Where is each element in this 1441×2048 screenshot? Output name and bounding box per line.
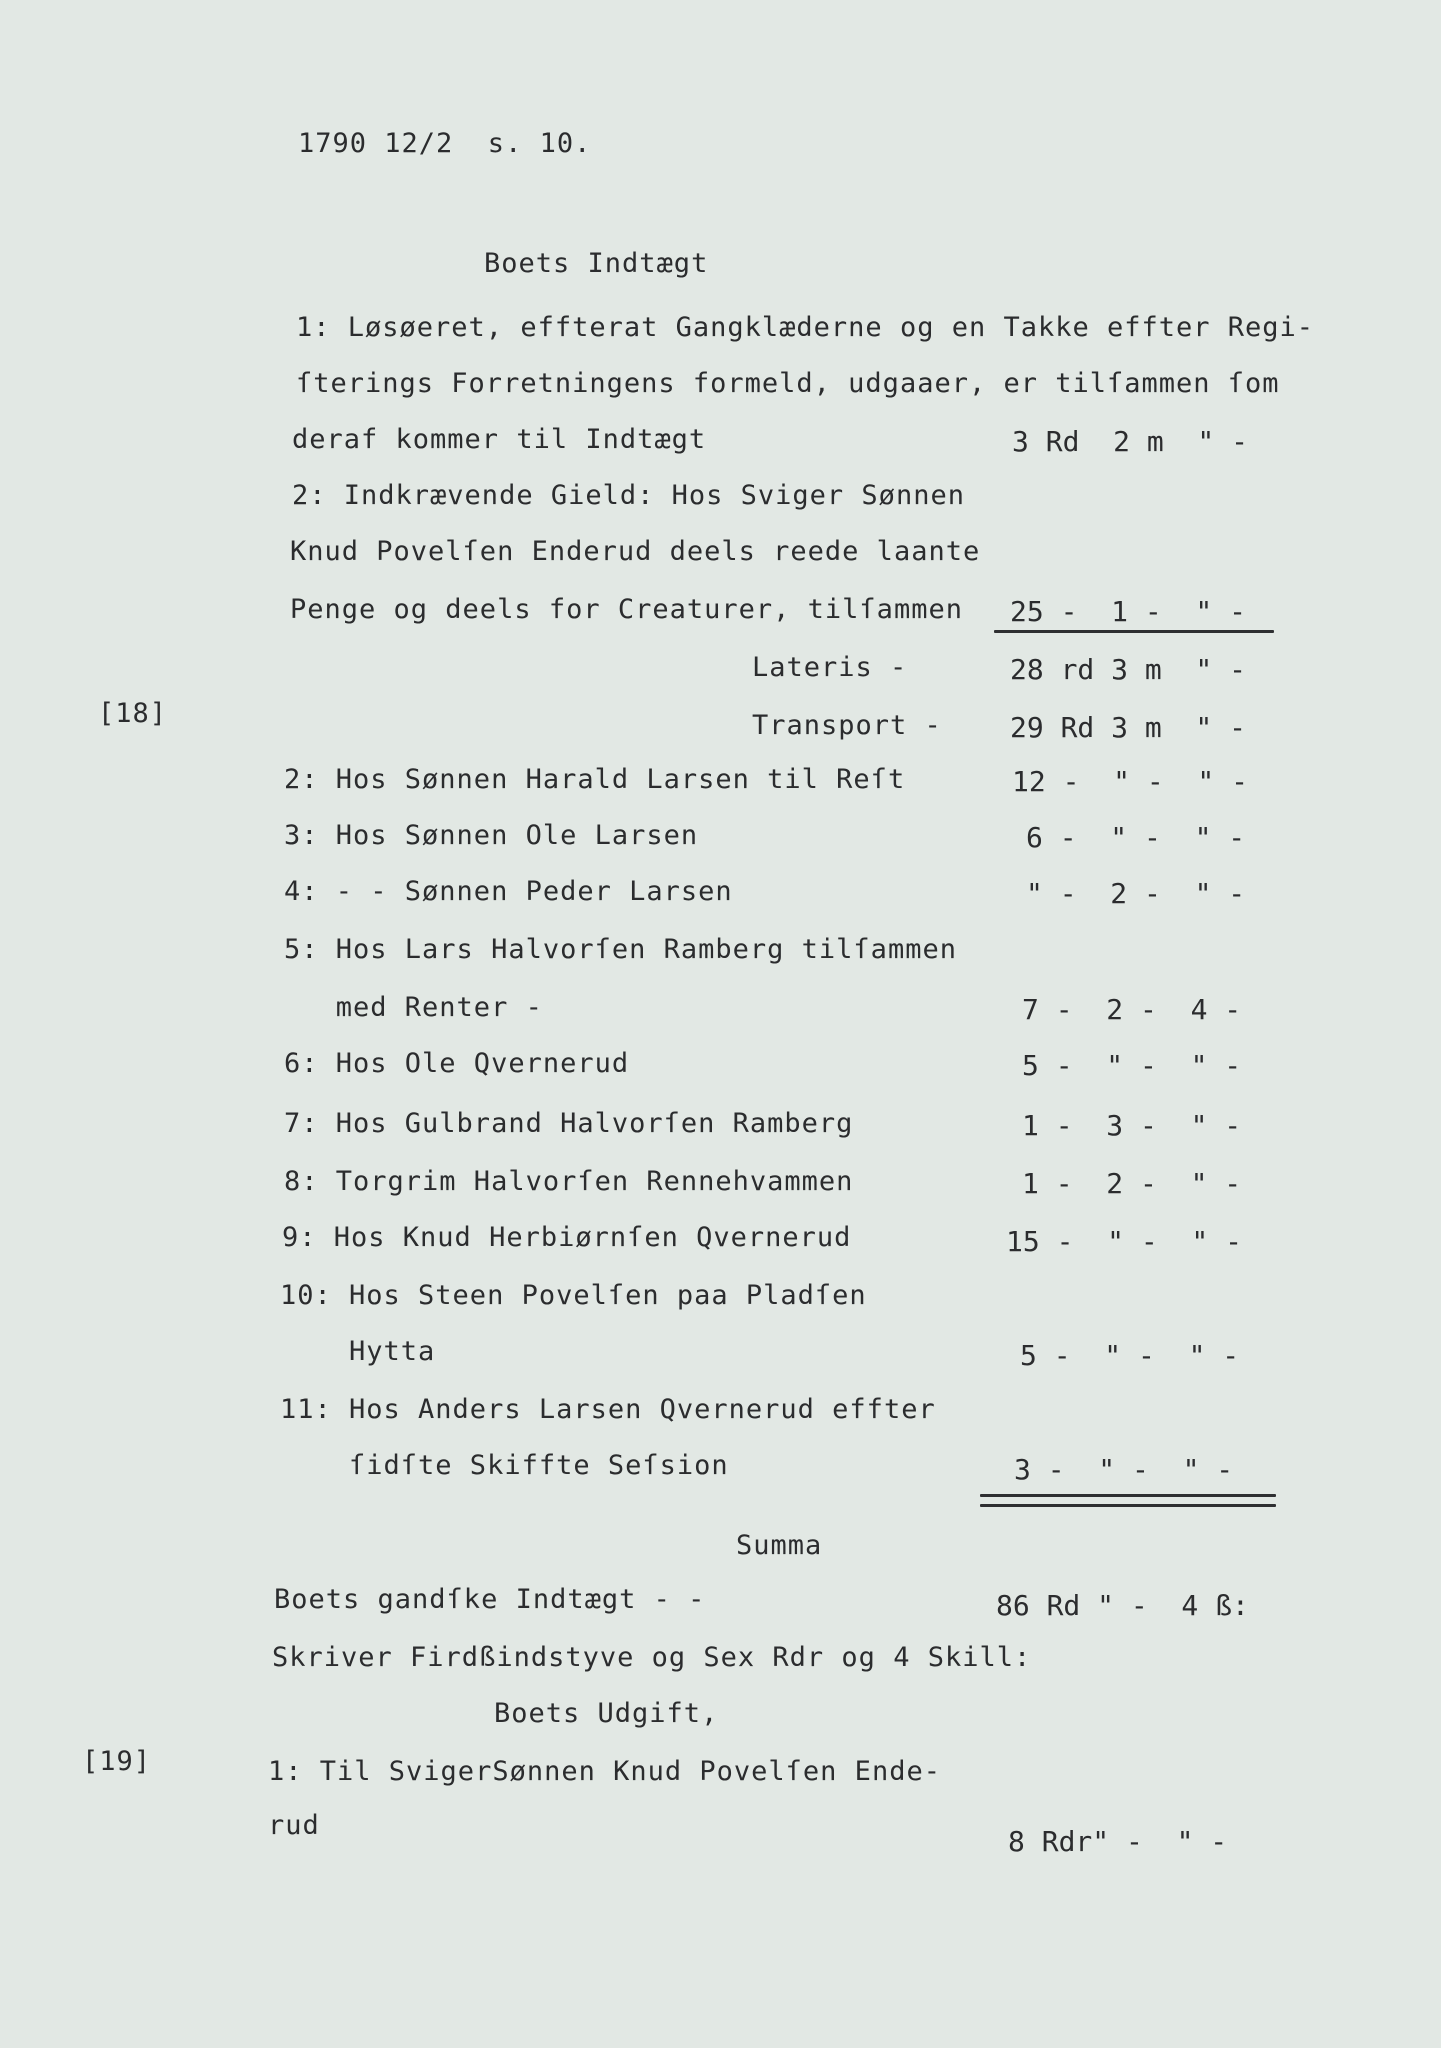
page-ref-19: [19] — [82, 1746, 152, 1777]
list-item-amount: 5 - " - " - — [1022, 1049, 1242, 1082]
lateris-label: Lateris - — [752, 652, 908, 683]
income-line-1: 1: Løsøeret, effterat Gangklæderne og en Takke effter Regi- — [296, 312, 1315, 343]
list-item: 10: Hos Steen Povelſen paa Pladſen — [280, 1280, 867, 1311]
expense-line-1: 1: Til SvigerSønnen Knud Povelſen Ende- — [268, 1756, 941, 1787]
list-item-amount: 7 - 2 - 4 - — [1022, 993, 1242, 1026]
list-item: Hytta — [280, 1336, 436, 1367]
list-item-amount: 1 - 3 - " - — [1022, 1109, 1242, 1142]
list-item-amount: " - 2 - " - — [1026, 877, 1246, 910]
summa-in-words: Skriver Firdßindstyve og Sex Rdr og 4 Skill: — [272, 1642, 1032, 1673]
list-item-amount: 12 - " - " - — [1012, 765, 1249, 798]
list-item: 5: Hos Lars Halvorſen Ramberg tilſammen — [284, 934, 957, 965]
list-item: 8: Torgrim Halvorſen Rennehvammen — [284, 1166, 854, 1197]
list-item: 6: Hos Ole Qvernerud — [284, 1048, 630, 1079]
list-item: 7: Hos Gulbrand Halvorſen Ramberg — [284, 1108, 854, 1139]
list-item-amount: 1 - 2 - " - — [1022, 1167, 1242, 1200]
expense-amount-1: 8 Rdr" - " - — [1008, 1825, 1228, 1858]
list-item-amount: 6 - " - " - — [1026, 821, 1246, 854]
expense-heading: Boets Udgift, — [494, 1698, 719, 1729]
list-item: 3: Hos Sønnen Ole Larsen — [284, 820, 699, 851]
income-heading: Boets Indtægt — [484, 248, 709, 279]
transport-label: Transport - — [752, 710, 942, 741]
list-item-amount: 15 - " - " - — [1006, 1225, 1243, 1258]
list-item: 2: Hos Sønnen Harald Larsen til Reſt — [284, 764, 906, 795]
list-item-amount: 5 - " - " - — [1020, 1339, 1240, 1372]
list-item-amount: 3 - " - " - — [1014, 1453, 1234, 1486]
expense-line-2: rud — [268, 1810, 320, 1841]
total-rule-bottom — [980, 1504, 1276, 1507]
list-item: med Renter - — [284, 992, 543, 1023]
lateris-amount: 28 rd 3 m " - — [1010, 653, 1247, 686]
page-ref-18: [18] — [98, 698, 168, 729]
list-item: 9: Hos Knud Herbiørnſen Qvernerud — [282, 1222, 852, 1253]
subtotal-rule — [994, 630, 1274, 633]
income-line-2: ſterings Forretningens formeld, udgaaer, er tilſammen ſom — [296, 368, 1280, 399]
list-item: ſidſte Skiffte Seſsion — [280, 1450, 729, 1481]
summa-total-amount: 86 Rd " - 4 ß: — [996, 1589, 1249, 1622]
total-rule-top — [980, 1494, 1276, 1497]
income-line-4: 2: Indkrævende Gield: Hos Sviger Sønnen — [292, 480, 965, 511]
summa-total-text: Boets gandſke Indtægt - - — [274, 1584, 706, 1615]
transport-amount: 29 Rd 3 m " - — [1010, 711, 1247, 744]
summa-label: Summa — [736, 1530, 823, 1561]
list-item: 4: - - Sønnen Peder Larsen — [284, 876, 733, 907]
income-amount-2: 25 - 1 - " - — [1010, 595, 1247, 628]
income-line-6: Penge og deels for Creaturer, tilſammen — [290, 594, 963, 625]
income-amount-1: 3 Rd 2 m " - — [1012, 425, 1249, 458]
income-line-3: deraf kommer til Indtægt — [292, 424, 707, 455]
page-header: 1790 12/2 s. 10. — [298, 128, 592, 159]
income-line-5: Knud Povelſen Enderud deels reede laante — [290, 536, 981, 567]
list-item: 11: Hos Anders Larsen Qvernerud effter — [280, 1394, 936, 1425]
